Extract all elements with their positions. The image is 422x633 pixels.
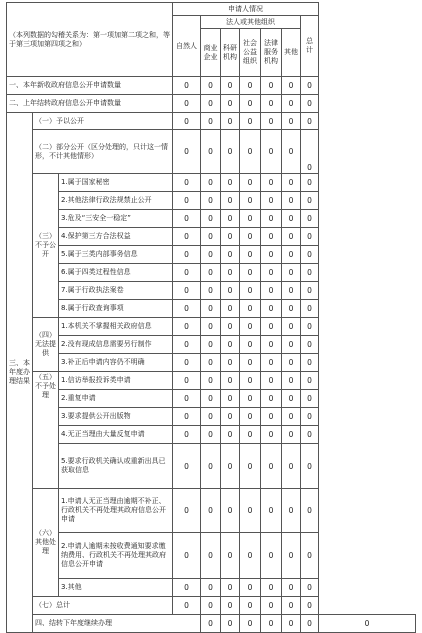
col-research: 科研机构 [221, 29, 240, 77]
cell-value: 0 [282, 390, 301, 408]
col-legal-service: 法律服务机构 [261, 29, 282, 77]
cell-value: 0 [240, 174, 261, 192]
cell-value: 0 [173, 444, 201, 489]
row-label: 2.没有现成信息需要另行制作 [59, 336, 173, 354]
row-label: 8.属于行政查询事项 [59, 300, 173, 318]
cell-value: 0 [301, 336, 319, 354]
cell-value: 0 [240, 444, 261, 489]
cell-value: 0 [301, 264, 319, 282]
cell-value: 0 [261, 615, 282, 633]
cell-value: 0 [201, 597, 221, 615]
row-label: 1.属于国家秘密 [59, 174, 173, 192]
cell-value: 0 [261, 426, 282, 444]
row-label: 5.要求行政机关确认或重新出具已获取信息 [59, 444, 173, 489]
row-label: 1.申请人无正当理由逾期不补正、行政机关不再处理其政府信息公开申请 [59, 489, 173, 533]
table-row [7, 192, 416, 210]
row-label: 一、本年新收政府信息公开申请数量 [7, 77, 173, 95]
cell-value: 0 [240, 372, 261, 390]
header-legal-org: 法人或其他组织 [201, 16, 301, 29]
row-label: 3.要求提供公开出版物 [59, 408, 173, 426]
group-label: （六）其他处理 [33, 489, 59, 597]
table-row [7, 533, 416, 579]
cell-value: 0 [240, 210, 261, 228]
cell-value: 0 [282, 615, 301, 633]
cell-value: 0 [301, 113, 319, 130]
cell-value: 0 [201, 426, 221, 444]
cell-value: 0 [261, 282, 282, 300]
cell-value: 0 [221, 372, 240, 390]
cell-value: 0 [240, 113, 261, 130]
cell-value: 0 [221, 408, 240, 426]
table-row [7, 426, 416, 444]
cell-value: 0 [301, 95, 319, 113]
cell-value: 0 [221, 210, 240, 228]
cell-value: 0 [221, 95, 240, 113]
cell-value: 0 [282, 264, 301, 282]
cell-value: 0 [173, 77, 201, 95]
cell-value: 0 [282, 228, 301, 246]
table-row [7, 174, 416, 192]
cell-value: 0 [221, 192, 240, 210]
cell-value: 0 [173, 579, 201, 597]
cell-value: 0 [282, 192, 301, 210]
cell-value: 0 [261, 579, 282, 597]
cell-value: 0 [221, 336, 240, 354]
cell-value: 0 [261, 390, 282, 408]
cell-value: 0 [173, 246, 201, 264]
cell-value: 0 [301, 408, 319, 426]
group-label: （三）不予公开 [33, 174, 59, 318]
cell-value: 0 [240, 318, 261, 336]
cell-value: 0 [240, 390, 261, 408]
cell-value: 0 [301, 228, 319, 246]
table-row [7, 336, 416, 354]
cell-value: 0 [301, 192, 319, 210]
col-total: 总计 [301, 16, 319, 77]
cell-value: 0 [261, 192, 282, 210]
cell-value: 0 [221, 174, 240, 192]
cell-value: 0 [261, 77, 282, 95]
cell-value: 0 [261, 354, 282, 372]
cell-value: 0 [301, 246, 319, 264]
row-label: 7.属于行政执法案卷 [59, 282, 173, 300]
cell-value: 0 [282, 533, 301, 579]
cell-value: 0 [301, 533, 319, 579]
cell-value: 0 [201, 282, 221, 300]
cell-value: 0 [221, 615, 240, 633]
cell-value: 0 [282, 210, 301, 228]
cell-value: 0 [221, 228, 240, 246]
cell-value: 0 [173, 533, 201, 579]
cell-value: 0 [301, 130, 319, 174]
cell-value: 0 [201, 318, 221, 336]
cell-value: 0 [221, 130, 240, 174]
cell-value: 0 [221, 444, 240, 489]
cell-value: 0 [173, 336, 201, 354]
cell-value: 0 [240, 426, 261, 444]
row-label: 2.其他法律行政法规禁止公开 [59, 192, 173, 210]
header-row-1 [7, 3, 416, 16]
cell-value: 0 [282, 113, 301, 130]
cell-value: 0 [201, 95, 221, 113]
cell-value: 0 [221, 77, 240, 95]
cell-value: 0 [221, 426, 240, 444]
col-natural-person: 自然人 [173, 16, 201, 77]
cell-value: 0 [261, 113, 282, 130]
cell-value: 0 [301, 426, 319, 444]
col-other: 其他 [282, 29, 301, 77]
cell-value: 0 [240, 579, 261, 597]
cell-value: 0 [261, 533, 282, 579]
table-row [7, 354, 416, 372]
cell-value: 0 [201, 489, 221, 533]
table-row [7, 95, 416, 113]
cell-value: 0 [261, 95, 282, 113]
table-row [7, 77, 416, 95]
cell-value: 0 [282, 372, 301, 390]
cell-value: 0 [173, 264, 201, 282]
cell-value: 0 [173, 354, 201, 372]
cell-value: 0 [301, 579, 319, 597]
cell-value: 0 [240, 282, 261, 300]
table-row [7, 228, 416, 246]
cell-value: 0 [301, 390, 319, 408]
row-label: （二）部分公开（区分处理的，只计这一情形，不计其他情形） [33, 130, 173, 174]
table-row [7, 300, 416, 318]
cell-value: 0 [240, 336, 261, 354]
cell-value: 0 [201, 390, 221, 408]
cell-value: 0 [201, 113, 221, 130]
cell-value: 0 [173, 228, 201, 246]
cell-value: 0 [301, 372, 319, 390]
cell-value: 0 [261, 130, 282, 174]
group-label: （五）不予处理 [33, 372, 59, 489]
cell-value: 0 [301, 354, 319, 372]
cell-value: 0 [173, 426, 201, 444]
cell-value: 0 [201, 77, 221, 95]
cell-value: 0 [221, 300, 240, 318]
cell-value: 0 [201, 130, 221, 174]
cell-value: 0 [221, 533, 240, 579]
table-row [7, 282, 416, 300]
cell-value: 0 [282, 489, 301, 533]
info-disclosure-table-page [6, 2, 416, 633]
header-applicant: 申请人情况 [173, 3, 319, 16]
cell-value: 0 [221, 354, 240, 372]
row-label: 3.补正后申请内容仍不明确 [59, 354, 173, 372]
cell-value: 0 [301, 282, 319, 300]
cell-value: 0 [240, 77, 261, 95]
cell-value: 0 [261, 264, 282, 282]
cell-value: 0 [201, 408, 221, 426]
cell-value: 0 [282, 597, 301, 615]
col-business: 商业企业 [201, 29, 221, 77]
cell-value: 0 [319, 615, 416, 633]
cell-value: 0 [173, 130, 201, 174]
cell-value: 0 [240, 228, 261, 246]
cell-value: 0 [261, 228, 282, 246]
cell-value: 0 [240, 192, 261, 210]
cell-value: 0 [240, 264, 261, 282]
cell-value: 0 [301, 489, 319, 533]
cell-value: 0 [240, 246, 261, 264]
cell-value: 0 [301, 597, 319, 615]
col-public-welfare: 社会公益组织 [240, 29, 261, 77]
cell-value: 0 [301, 300, 319, 318]
row-label: 2.重复申请 [59, 390, 173, 408]
cell-value: 0 [201, 372, 221, 390]
cell-value: 0 [282, 282, 301, 300]
cell-value: 0 [282, 318, 301, 336]
cell-value: 0 [282, 426, 301, 444]
cell-value: 0 [201, 228, 221, 246]
cell-value: 0 [221, 113, 240, 130]
cell-value: 0 [201, 615, 221, 633]
cell-value: 0 [201, 444, 221, 489]
cell-value: 0 [301, 318, 319, 336]
section-3-label: 三、本年度办理结果 [7, 113, 33, 633]
row-label: 二、上年结转政府信息公开申请数量 [7, 95, 173, 113]
cell-value: 0 [240, 408, 261, 426]
table-row [7, 210, 416, 228]
cell-value: 0 [201, 354, 221, 372]
cell-value: 0 [173, 113, 201, 130]
cell-value: 0 [261, 300, 282, 318]
cell-value: 0 [201, 300, 221, 318]
table-row [7, 597, 416, 615]
table-row [7, 444, 416, 489]
cell-value: 0 [173, 300, 201, 318]
cell-value: 0 [221, 318, 240, 336]
cell-value: 0 [301, 77, 319, 95]
cell-value: 0 [221, 264, 240, 282]
row-label: 3.其他 [59, 579, 173, 597]
group-label: （四）无法提供 [33, 318, 59, 372]
table-row [7, 615, 416, 633]
table-row [7, 113, 416, 130]
cell-value: 0 [173, 192, 201, 210]
cell-value: 0 [261, 210, 282, 228]
row-label: 4.无正当理由大量反复申请 [59, 426, 173, 444]
cell-value: 0 [261, 246, 282, 264]
row-label: 1.本机关不掌握相关政府信息 [59, 318, 173, 336]
table-row [7, 130, 416, 174]
cell-value: 0 [282, 579, 301, 597]
cell-value: 0 [282, 336, 301, 354]
cell-value: 0 [201, 246, 221, 264]
header-note: （本列数据的勾稽关系为：第一项加第二项之和，等于第三项加第四项之和） [7, 3, 173, 77]
cell-value: 0 [301, 615, 319, 633]
cell-value: 0 [173, 282, 201, 300]
cell-value: 0 [301, 174, 319, 192]
row-label: 6.属于四类过程性信息 [59, 264, 173, 282]
cell-value: 0 [221, 282, 240, 300]
cell-value: 0 [261, 336, 282, 354]
cell-value: 0 [221, 390, 240, 408]
cell-value: 0 [282, 408, 301, 426]
row-label: 5.属于三类内部事务信息 [59, 246, 173, 264]
cell-value: 0 [201, 210, 221, 228]
row-label: 四、结转下年度继续办理 [33, 615, 201, 633]
cell-value: 0 [282, 77, 301, 95]
row-label: 1.信访举报投诉类申请 [59, 372, 173, 390]
cell-value: 0 [282, 354, 301, 372]
cell-value: 0 [261, 444, 282, 489]
cell-value: 0 [282, 444, 301, 489]
table-row [7, 264, 416, 282]
cell-value: 0 [240, 354, 261, 372]
cell-value: 0 [240, 300, 261, 318]
cell-value: 0 [301, 210, 319, 228]
cell-value: 0 [221, 597, 240, 615]
cell-value: 0 [282, 95, 301, 113]
cell-value: 0 [282, 246, 301, 264]
cell-value: 0 [240, 95, 261, 113]
cell-value: 0 [221, 579, 240, 597]
cell-value: 0 [173, 390, 201, 408]
cell-value: 0 [173, 597, 201, 615]
cell-value: 0 [240, 597, 261, 615]
table-row [7, 246, 416, 264]
row-label: 2.申请人逾期未按收费通知要求缴纳费用、行政机关不再处理其政府信息公开申请 [59, 533, 173, 579]
row-label: 4.保护第三方合法权益 [59, 228, 173, 246]
cell-value: 0 [282, 130, 301, 174]
cell-value: 0 [173, 372, 201, 390]
cell-value: 0 [201, 533, 221, 579]
cell-value: 0 [261, 318, 282, 336]
cell-value: 0 [261, 597, 282, 615]
table-row [7, 390, 416, 408]
table-row [7, 408, 416, 426]
cell-value: 0 [201, 192, 221, 210]
cell-value: 0 [261, 174, 282, 192]
cell-value: 0 [221, 489, 240, 533]
cell-value: 0 [261, 408, 282, 426]
info-disclosure-table [6, 2, 416, 633]
table-row [7, 489, 416, 533]
table-row [7, 318, 416, 336]
cell-value: 0 [173, 210, 201, 228]
cell-value: 0 [261, 372, 282, 390]
cell-value: 0 [201, 174, 221, 192]
cell-value: 0 [221, 246, 240, 264]
table-row [7, 372, 416, 390]
cell-value: 0 [240, 533, 261, 579]
cell-value: 0 [240, 489, 261, 533]
row-label: （一）予以公开 [33, 113, 173, 130]
cell-value: 0 [240, 615, 261, 633]
cell-value: 0 [173, 95, 201, 113]
cell-value: 0 [173, 318, 201, 336]
cell-value: 0 [173, 489, 201, 533]
cell-value: 0 [201, 579, 221, 597]
cell-value: 0 [201, 264, 221, 282]
row-label: （七）总计 [33, 597, 173, 615]
cell-value: 0 [240, 130, 261, 174]
cell-value: 0 [282, 174, 301, 192]
cell-value: 0 [301, 444, 319, 489]
cell-value: 0 [261, 489, 282, 533]
cell-value: 0 [201, 336, 221, 354]
cell-value: 0 [173, 174, 201, 192]
row-label: 3.危及“三安全一稳定” [59, 210, 173, 228]
cell-value: 0 [282, 300, 301, 318]
cell-value: 0 [173, 408, 201, 426]
table-row [7, 579, 416, 597]
